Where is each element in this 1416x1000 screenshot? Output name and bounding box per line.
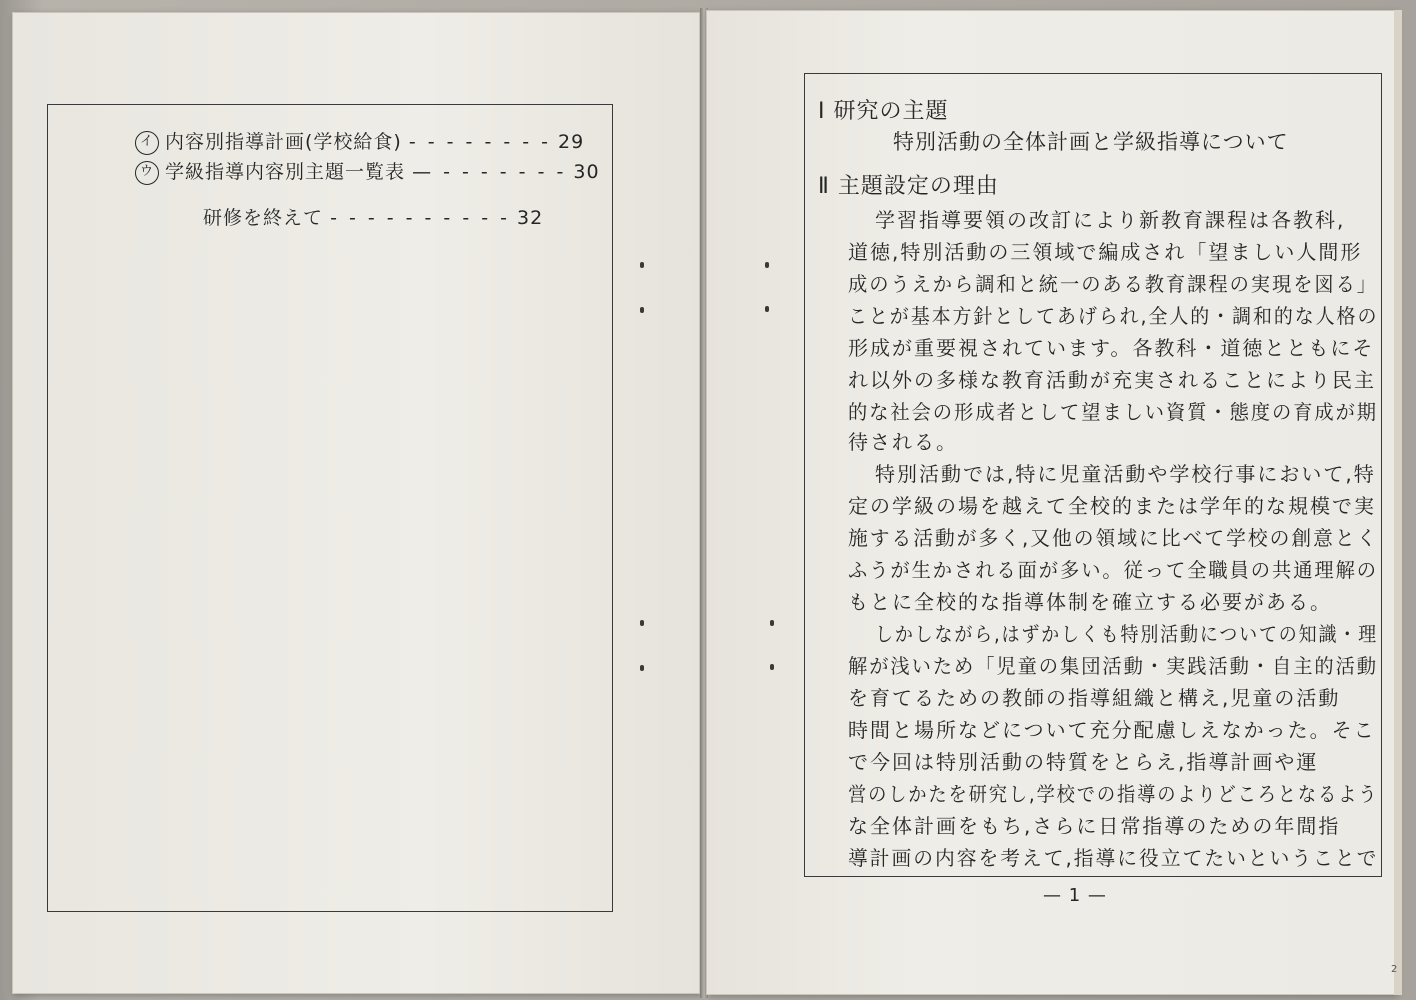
body-line: ことが基本方針としてあげられ,全人的・調和的な人格の xyxy=(848,304,1379,328)
binding-hole xyxy=(770,620,774,626)
toc-entry xyxy=(135,157,600,185)
body-line: 施する活動が多く,又他の領域に比べて学校の創意とく xyxy=(848,526,1379,550)
body-line: 時間と場所などについて充分配慮しえなかった。そこ xyxy=(848,718,1376,742)
binding-hole xyxy=(770,664,774,670)
body-line: 導計画の内容を考えて,指導に役立てたいということで xyxy=(848,846,1379,870)
toc-page: 32 xyxy=(517,207,544,229)
corner-mark: 2 xyxy=(1391,964,1398,975)
body-line: を育てるための教師の指導組織と構え,児童の活動 xyxy=(848,686,1341,710)
toc-marker: イ xyxy=(135,131,159,155)
body-line: ふうが生かされる面が多い。従って全職員の共通理解の xyxy=(848,558,1378,582)
binding-hole xyxy=(640,665,644,671)
body-line: 待される。 xyxy=(848,430,958,454)
toc-leader: - - - - - - - - - - xyxy=(330,207,510,229)
body-line: 特別活動では,特に児童活動や学校行事において,特 xyxy=(875,462,1376,486)
toc-page: 30 xyxy=(573,161,600,183)
body-line: しかしながら,はずかしくも特別活動についての知識・理 xyxy=(875,622,1378,646)
binding-hole xyxy=(765,262,769,268)
toc-marker: ウ xyxy=(135,161,159,185)
body-line: 的な社会の形成者として望ましい資質・態度の育成が期 xyxy=(848,400,1378,424)
page-edge xyxy=(1394,10,1402,995)
toc-entry xyxy=(135,127,584,155)
body-line: もとに全校的な指導体制を確立する必要がある。 xyxy=(848,590,1332,614)
body-line: 解が浅いため「児童の集団活動・実践活動・自主的活動 xyxy=(848,654,1378,678)
toc-page: 29 xyxy=(558,131,585,153)
toc-title: 研修を終えて xyxy=(203,207,324,229)
body-line: で今回は特別活動の特質をとらえ,指導計画や運 xyxy=(848,750,1319,774)
section2-heading: Ⅱ 主題設定の理由 xyxy=(818,174,999,199)
body-line: 成のうえから調和と統一のある教育課程の実現を図る」 xyxy=(848,272,1378,296)
toc-title: 内容別指導計画(学校給食) xyxy=(165,131,402,153)
toc-title: 学級指導内容別主題一覧表 xyxy=(165,161,406,183)
toc-leader: — - - - - - - - xyxy=(412,161,567,183)
body-line: 定の学級の場を越えて全校的または学年的な規模で実 xyxy=(848,494,1376,518)
binding-hole xyxy=(640,620,644,626)
section1-heading: Ⅰ 研究の主題 xyxy=(818,99,949,124)
section1-title: 特別活動の全体計画と学級指導について xyxy=(893,130,1289,154)
body-line: 営のしかたを研究し,学校での指導のよりどころとなるよう xyxy=(848,782,1379,806)
body-line: な全体計画をもち,さらに日常指導のための年間指 xyxy=(848,814,1341,838)
body-line: 形成が重要視されています。各教科・道徳とともにそ xyxy=(848,336,1375,360)
binding-hole xyxy=(640,262,644,268)
body-line: 道徳,特別活動の三領域で編成され「望ましい人間形 xyxy=(848,240,1363,264)
body-line: 学習指導要領の改訂により新教育課程は各教科, xyxy=(875,208,1346,232)
page-number: — 1 — xyxy=(1043,885,1107,906)
toc-leader: - - - - - - - - xyxy=(408,131,551,153)
binding-hole xyxy=(765,306,769,312)
binding-hole xyxy=(640,307,644,313)
toc-entry xyxy=(203,203,543,230)
body-line: れ以外の多様な教育活動が充実されることにより民主 xyxy=(848,368,1376,392)
